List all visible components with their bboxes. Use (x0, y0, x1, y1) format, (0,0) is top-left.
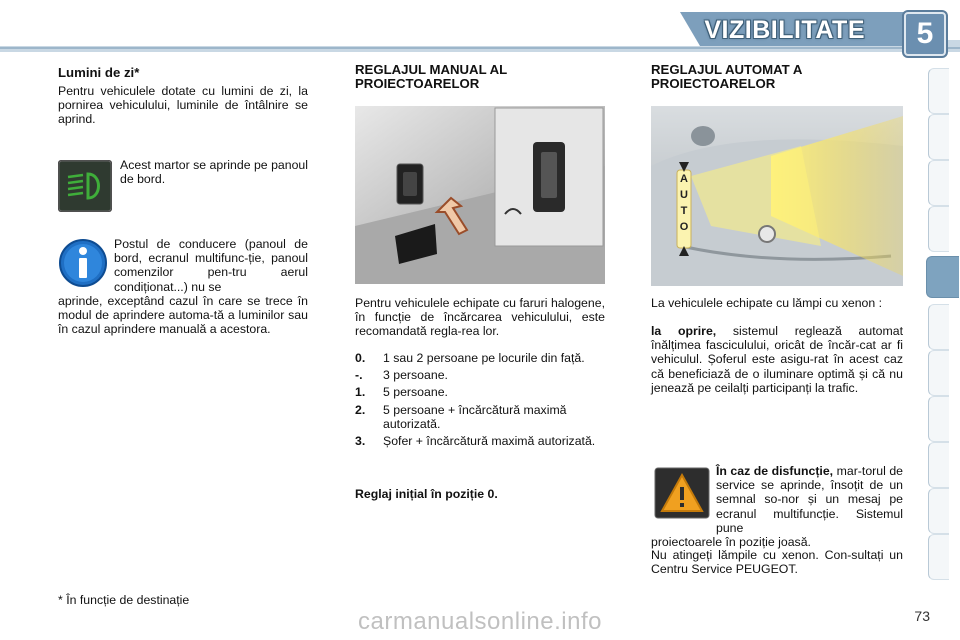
chapter-tab[interactable] (928, 534, 949, 580)
malfunction-text: mar-torul de service se aprinde, însoțit de un semnal so-nor și un mesaj pe ecranul multifuncție. Sistemul pune (716, 464, 903, 535)
page-title: VIZIBILITATE (704, 16, 865, 44)
info-text-full: aprinde, exceptând cazul în care se trece în modul de aprindere automa-tă a luminilor sau în cazul aprindere manuală a acestora. (58, 294, 308, 337)
list-text: Șofer + încărcătură maximă autorizată. (383, 434, 596, 449)
list-item (355, 368, 605, 382)
chapter-badge: 5 (904, 12, 946, 56)
chapter-tab[interactable] (928, 114, 949, 160)
chapter-tab[interactable] (928, 396, 949, 442)
initial-setting-note: Reglaj inițial în poziție 0. (355, 487, 498, 501)
daytime-light-indicator-icon (58, 160, 112, 212)
list-key: 1. (355, 385, 366, 400)
chapter-tab[interactable] (928, 442, 949, 488)
auto-adjust-intro: La vehiculele echipate cu lămpi cu xenon : (651, 296, 883, 310)
stop-label: la oprire, (651, 324, 717, 338)
chapter-tab-strip (928, 68, 960, 578)
list-key: 2. (355, 402, 366, 417)
manual-adjust-intro: Pentru vehiculele echipate cu faruri halogene, în funcție de încărcarea vehiculului, este recomandată regla-rea lor. (355, 296, 605, 339)
list-text: 3 persoane. (383, 368, 448, 383)
manual-adjust-dashboard-photo (355, 106, 605, 284)
list-item (355, 351, 605, 365)
stop-text: sistemul reglează automat înălțimea fasciculului, oricât de încăr-cat ar fi vehiculul. Șoferul este asigu-rat în acest caz că beneficiază de o iluminare optimă și că nu jenează pe ceilalți participanți la trafic. (651, 324, 903, 395)
list-text: 1 sau 2 persoane pe locurile din față. (383, 351, 585, 365)
svg-text:U: U (680, 189, 688, 201)
list-item (355, 403, 605, 431)
list-item (355, 434, 605, 448)
auto-adjust-title: REGLAJUL AUTOMAT A PROIECTOARELOR (651, 62, 802, 91)
indicator-description: Acest martor se aprinde pe panoul de bord. (120, 158, 308, 187)
chapter-tab[interactable] (928, 160, 949, 206)
list-key: -. (355, 368, 363, 383)
page-number: 73 (914, 608, 930, 624)
watermark: carmanualsonline.info (358, 608, 602, 635)
warning-icon (654, 467, 710, 519)
svg-text:A: A (680, 173, 688, 185)
xenon-warning-text: Nu atingeți lămpile cu xenon. Con-sultați un Centru Service PEUGEOT. (651, 548, 903, 577)
chapter-tab-active[interactable] (926, 256, 959, 298)
daytime-lights-title: Lumini de zi* (58, 65, 140, 80)
footnote: * În funcție de destinație (58, 593, 190, 607)
list-text: 5 persoane + încărcătură maximă autorizată. (383, 402, 567, 431)
daytime-lights-intro: Pentru vehiculele dotate cu lumini de zi, la pornirea vehiculului, luminile de întâlnire se aprind. (58, 84, 308, 127)
malfunction-text-full: proiectoarele în poziție joasă. (651, 535, 811, 549)
chapter-tab[interactable] (928, 304, 949, 350)
manual-adjust-title: REGLAJUL MANUAL AL PROIECTOARELOR (355, 62, 507, 91)
list-text: 5 persoane. (383, 385, 448, 400)
xenon-headlamp-photo (651, 106, 903, 286)
chapter-tab[interactable] (928, 206, 949, 252)
chapter-tab[interactable] (928, 68, 949, 114)
malfunction-label: În caz de disfuncție, (716, 464, 834, 478)
auto-adjust-stop-paragraph (651, 324, 903, 395)
chapter-tab[interactable] (928, 350, 949, 396)
info-text-wrapped: Postul de conducere (panoul de bord, ecranul multifunc-ție, panoul comenzilor pen-tru aerul condiționat...) nu se (114, 237, 308, 294)
svg-text:O: O (679, 221, 689, 233)
malfunction-paragraph (716, 464, 903, 535)
chapter-tab[interactable] (928, 488, 949, 534)
list-key: 0. (355, 351, 366, 365)
list-item (355, 385, 605, 399)
list-key: 3. (355, 434, 366, 449)
info-icon (58, 238, 108, 288)
svg-text:T: T (680, 205, 688, 217)
load-positions-list (355, 351, 605, 451)
